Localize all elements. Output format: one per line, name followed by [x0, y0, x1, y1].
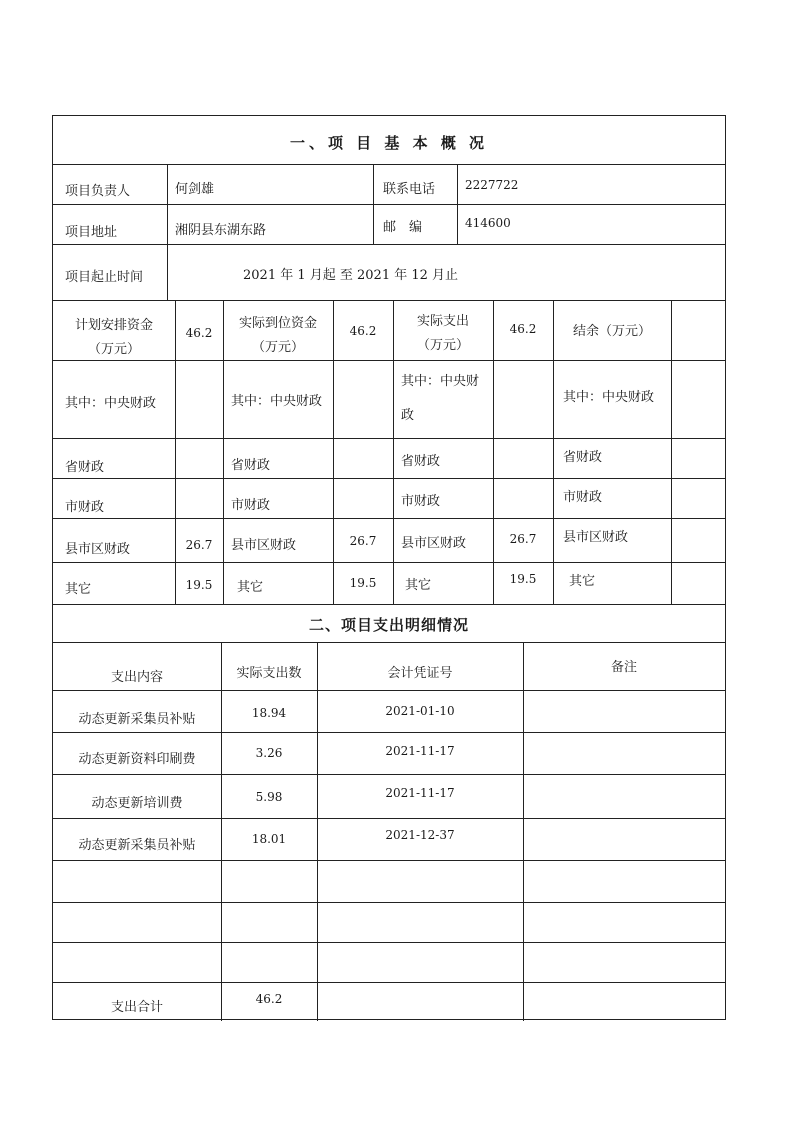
- county-planned: 26.7: [185, 538, 213, 552]
- owner-label: 项目负责人: [65, 184, 131, 199]
- section1-title: 一、项 目 基 本 概 况: [289, 134, 489, 152]
- period-label: 项目起止时间: [65, 270, 144, 285]
- city-label-received: 市财政: [231, 498, 271, 513]
- county-label-received: 县市区财政: [231, 538, 297, 553]
- table-row-content: 动态更新采集员补贴: [78, 712, 196, 727]
- received-value: 46.2: [349, 324, 377, 338]
- owner-value: 何剑雄: [175, 182, 215, 197]
- city-label-planned: 市财政: [65, 500, 105, 515]
- province-label-received: 省财政: [231, 458, 271, 473]
- central-label-spent-2: 政: [401, 408, 415, 423]
- balance-label: 结余（万元）: [572, 324, 651, 339]
- county-label-balance: 县市区财政: [563, 530, 629, 545]
- table-row-content: 动态更新采集员补贴: [78, 838, 196, 853]
- other-label-planned: 其它: [65, 582, 92, 597]
- planned-value: 46.2: [185, 326, 213, 340]
- spent-label-1: 实际支出: [416, 314, 469, 329]
- rule: [53, 164, 725, 165]
- table-row-content: 动态更新培训费: [91, 796, 183, 811]
- other-spent: 19.5: [509, 572, 537, 586]
- county-received: 26.7: [349, 534, 377, 548]
- total-label: 支出合计: [110, 1000, 163, 1015]
- province-label-planned: 省财政: [65, 460, 105, 475]
- spent-label-2: （万元）: [416, 338, 469, 353]
- city-label-spent: 市财政: [401, 494, 441, 509]
- planned-label-1: 计划安排资金: [74, 318, 153, 333]
- central-label-spent-1: 其中：中央财: [401, 374, 480, 389]
- central-label-received: 其中：中央财政: [231, 394, 323, 409]
- planned-label-2: （万元）: [87, 342, 140, 357]
- table-row-amount: 18.01: [251, 832, 287, 846]
- spent-value: 46.2: [509, 322, 537, 336]
- postcode-label: 邮 编: [383, 220, 423, 235]
- other-label-received: 其它: [237, 580, 264, 595]
- province-label-spent: 省财政: [401, 454, 441, 469]
- table-row-amount: 18.94: [251, 706, 287, 720]
- received-label-2: （万元）: [251, 340, 304, 355]
- header-voucher: 会计凭证号: [387, 666, 453, 681]
- address-label: 项目地址: [65, 225, 118, 240]
- table-row-voucher: 2021-12-37: [385, 828, 455, 842]
- other-planned: 19.5: [185, 578, 213, 592]
- province-label-balance: 省财政: [563, 450, 603, 465]
- other-label-spent: 其它: [405, 578, 432, 593]
- county-spent: 26.7: [509, 532, 537, 546]
- central-label-planned: 其中：中央财政: [65, 396, 157, 411]
- header-content: 支出内容: [110, 670, 163, 685]
- project-form: [52, 115, 726, 1020]
- address-value: 湘阴县东湖东路: [175, 223, 267, 238]
- header-remark: 备注: [610, 660, 637, 675]
- total-value: 46.2: [255, 992, 283, 1006]
- received-label-1: 实际到位资金: [238, 316, 317, 331]
- table-row-voucher: 2021-11-17: [385, 786, 455, 800]
- county-label-spent: 县市区财政: [401, 536, 467, 551]
- table-row-amount: 5.98: [255, 790, 283, 804]
- period-value: 2021 年 1 月起 至 2021 年 12 月止: [243, 268, 459, 283]
- other-received: 19.5: [349, 576, 377, 590]
- table-row-voucher: 2021-11-17: [385, 744, 455, 758]
- phone-label: 联系电话: [383, 182, 436, 197]
- phone-value: 2227722: [465, 178, 519, 192]
- table-row-content: 动态更新资料印刷费: [78, 752, 196, 767]
- postcode-value: 414600: [465, 216, 511, 230]
- central-label-balance: 其中：中央财政: [563, 390, 655, 405]
- other-label-balance: 其它: [569, 574, 596, 589]
- header-amount: 实际支出数: [236, 666, 302, 681]
- table-row-voucher: 2021-01-10: [385, 704, 455, 718]
- county-label-planned: 县市区财政: [65, 542, 131, 557]
- section2-title: 二、项目支出明细情况: [308, 616, 469, 634]
- table-row-amount: 3.26: [255, 746, 283, 760]
- city-label-balance: 市财政: [563, 490, 603, 505]
